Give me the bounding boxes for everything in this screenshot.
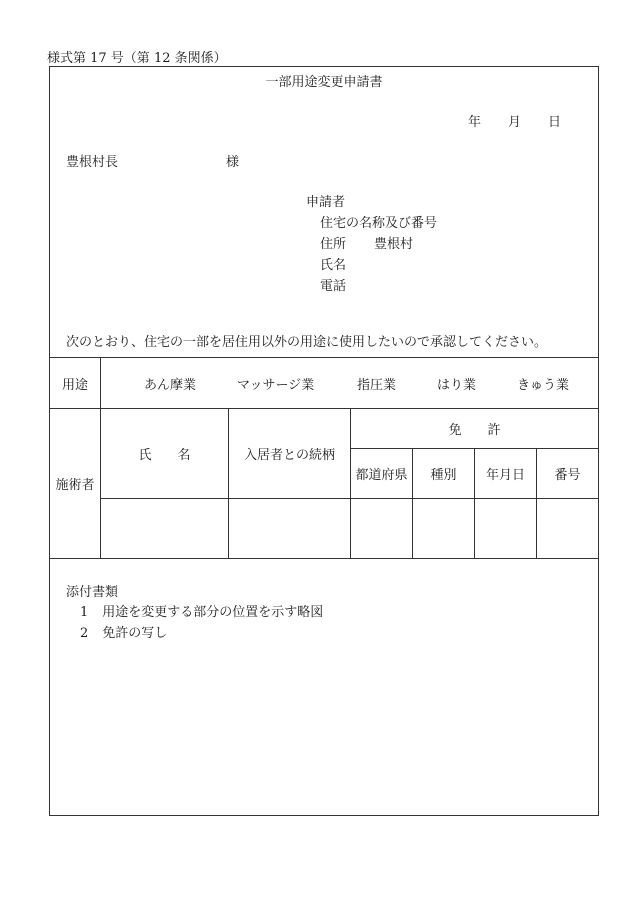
use-item-moxibustion: きゅう業 [517,378,570,393]
use-item-massage: マッサージ業 [237,378,315,393]
attachment-item [80,622,167,641]
date-day: 日 [548,115,562,130]
license-type-header: 種別 [430,468,457,483]
date-year: 年 [468,115,482,130]
attachment-text: 免許の写し [102,626,168,641]
attachment-number: 1 [80,605,89,620]
address-label: 住所 [320,237,347,252]
use-item-anma: あん摩業 [144,378,197,393]
form-reference: 様式第 17 号（第 12 条関係） [47,51,227,66]
addressee-honorific: 様 [226,155,240,170]
phone-label: 電話 [320,279,347,294]
license-header: 免 許 [448,423,501,438]
use-item-acupuncture: はり業 [437,378,477,393]
form-title: 一部用途変更申請書 [265,75,383,90]
name-header: 氏 名 [138,448,191,463]
divider [100,498,598,499]
license-date-header: 年月日 [485,468,525,483]
divider [50,357,598,358]
license-prefecture-header: 都道府県 [355,468,408,483]
relation-header: 入居者との続柄 [243,448,335,463]
addressee-name: 豊根村長 [66,155,119,170]
divider [50,558,598,559]
use-item-shiatsu: 指圧業 [357,378,397,393]
application-form [49,66,599,816]
address-value: 豊根村 [374,237,414,252]
attachments-title: 添付書類 [66,585,119,600]
date-month: 月 [508,115,522,130]
attachment-text: 用途を変更する部分の位置を示す略図 [102,605,324,620]
applicant-heading: 申請者 [306,195,346,210]
house-name-label: 住宅の名称及び番号 [320,216,438,231]
attachment-number: 2 [80,626,89,641]
use-label: 用途 [61,377,88,393]
practitioner-label: 施術者 [55,478,95,493]
license-number-header: 番号 [554,468,581,483]
name-label: 氏名 [320,258,347,273]
attachment-item [80,601,323,620]
request-statement: 次のとおり、住宅の一部を居住用以外の用途に使用したいので承認してください。 [66,335,548,350]
